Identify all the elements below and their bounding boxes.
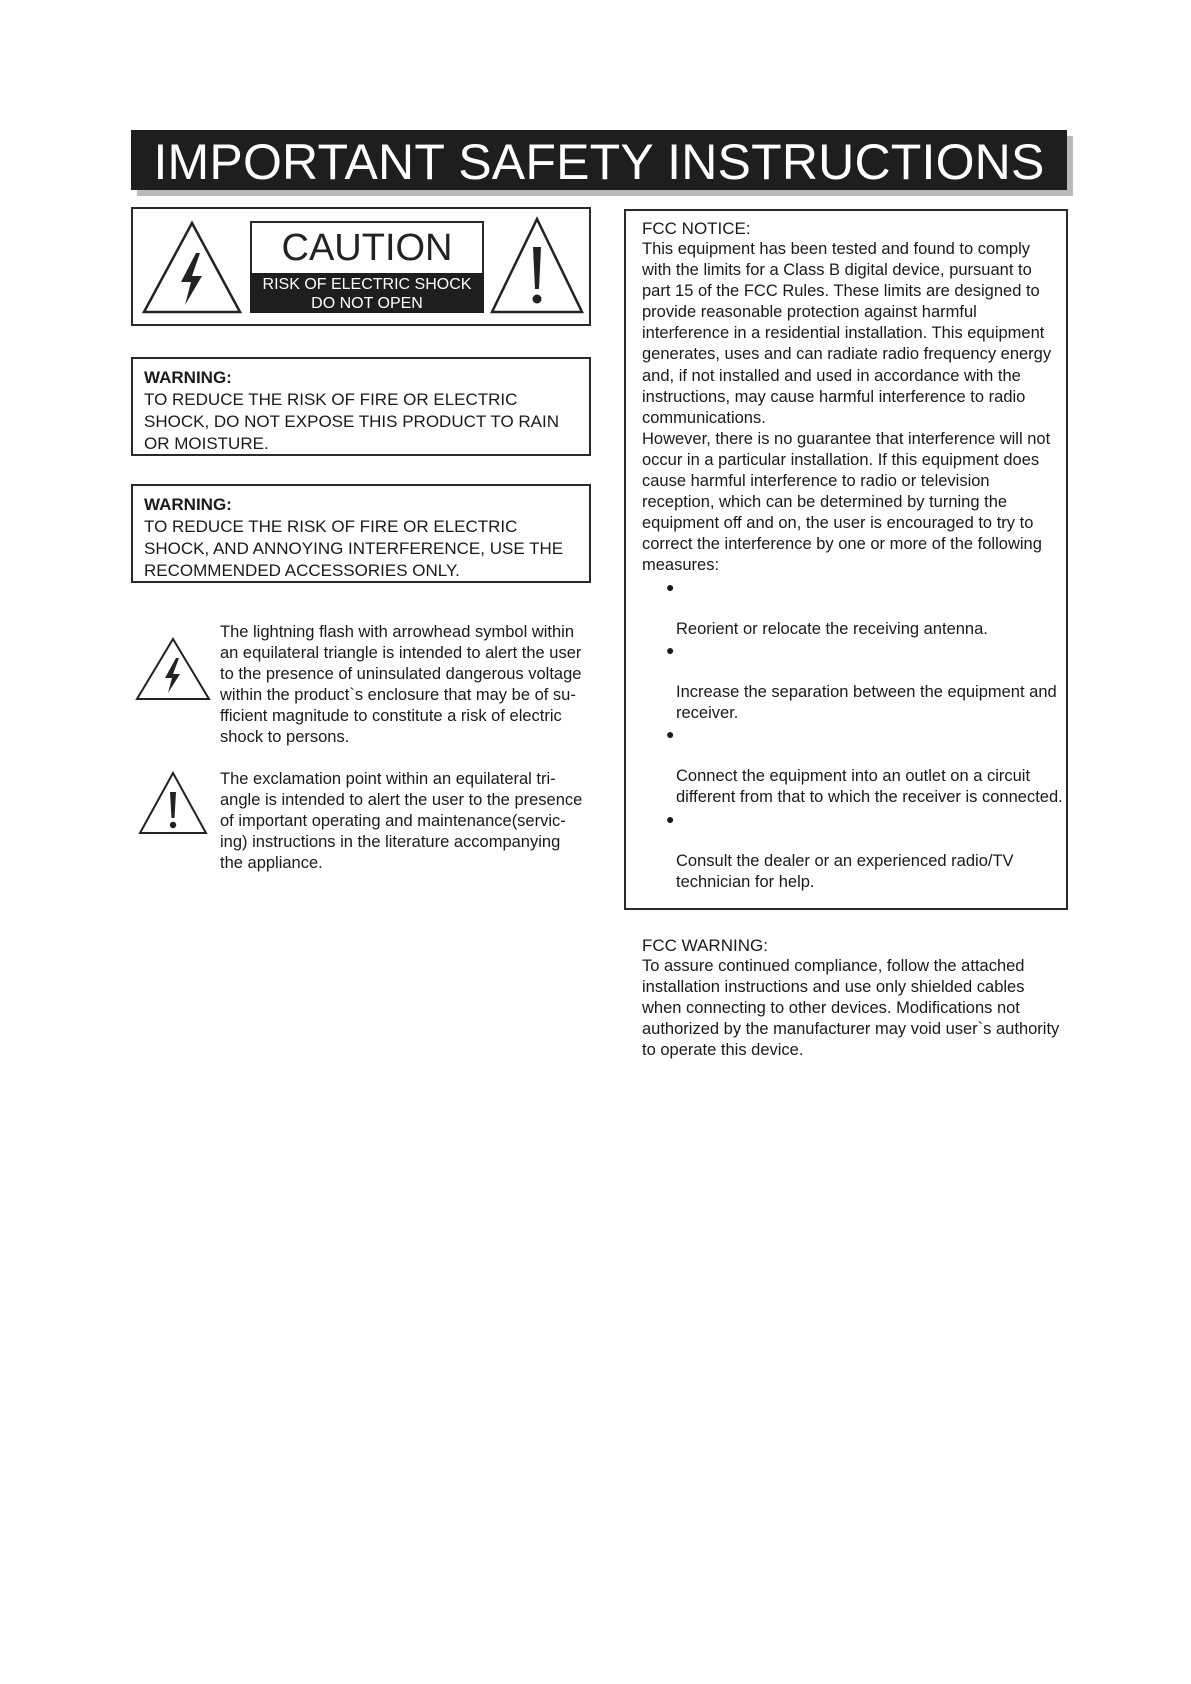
measure-text: Connect the equipment into an outlet on a circuit different from that to which the receiver is connected. xyxy=(676,767,1063,807)
warning-text: TO REDUCE THE RISK OF FIRE OR ELECTRIC SHOCK, AND ANNOYING INTERFERENCE, USE THE RECOMMENDED ACCESSORIES ONLY. xyxy=(144,517,564,580)
bullet-icon: ● xyxy=(666,578,675,595)
warning-text: TO REDUCE THE RISK OF FIRE OR ELECTRIC SHOCK, DO NOT EXPOSE THIS PRODUCT TO RAIN OR MOISTURE. xyxy=(144,390,560,453)
fcc-notice-text: This equipment has been tested and found to comply with the limits for a Class B digital device, pursuant to part 15 of the FCC Rules. These limits are designed to provide reasonable protection against harmful interference in a residential installation. This equipment generates, uses and can radiate radio frequency energy and, if not installed and used in accordance with the instructions, may cause harmful interference to radio communications. However, there is no guarantee that interference will not occur in a particular installation. If this equipment does cause harmful interference to radio or television reception, which can be determined by turning the equipment off and on, the user is encouraged to try to correct the interference by one or more of the following measures: xyxy=(642,240,1052,575)
lightning-symbol-description: The lightning flash with arrowhead symbol within an equilateral triangle is intended to alert the user to the presence of uninsulated dangerous voltage within the product`s enclosure that may be of su- fficient magnitude to constitute a risk of electric shock to persons. xyxy=(220,623,582,746)
caution-line-1: RISK OF ELECTRIC SHOCK xyxy=(262,276,472,293)
fcc-warning-heading: FCC WARNING: xyxy=(642,935,768,955)
lightning-triangle-icon xyxy=(134,636,212,702)
warning-box-1 xyxy=(131,357,591,456)
measure-text: Reorient or relocate the receiving antenna. xyxy=(676,619,988,638)
spacer xyxy=(642,893,1066,935)
bullet-icon: ● xyxy=(666,726,675,743)
fcc-warning-text: To assure continued compliance, follow the attached installation instructions and use only shielded cables when connecting to other devices. Modifications not authorized by the manufacturer may void user`s authority to operate this device. xyxy=(642,956,1060,1060)
warning-box-2 xyxy=(131,484,591,583)
fcc-box xyxy=(624,209,1068,1060)
caution-line-2: DO NOT OPEN xyxy=(311,295,423,312)
list-item xyxy=(642,724,1066,808)
bullet-icon: ● xyxy=(666,641,675,658)
list-item xyxy=(642,809,1066,893)
exclamation-triangle-icon xyxy=(137,770,209,836)
lightning-triangle-icon xyxy=(140,219,244,317)
list-item xyxy=(642,640,1066,724)
caution-box xyxy=(131,207,591,326)
list-item xyxy=(642,577,1066,640)
fcc-measures-list xyxy=(642,577,1066,893)
measure-text: Increase the separation between the equipment and receiver. xyxy=(676,682,1057,723)
measure-text: Consult the dealer or an experienced radio/TV technician for help. xyxy=(676,851,1014,891)
fcc-notice-heading: FCC NOTICE: xyxy=(642,219,751,238)
title-banner xyxy=(131,130,1067,190)
bullet-icon: ● xyxy=(666,810,675,827)
page-title: IMPORTANT SAFETY INSTRUCTIONS xyxy=(153,134,1045,190)
warning-heading: WARNING: xyxy=(144,368,232,387)
warning-heading: WARNING: xyxy=(144,495,232,514)
exclamation-symbol-description: The exclamation point within an equilateral tri- angle is intended to alert the user to the presence of important operating and maintenance(servic- ing) instructions in the literature accompanying the appliance. xyxy=(220,770,583,872)
caution-subtitle xyxy=(250,273,484,313)
exclamation-triangle-icon xyxy=(489,215,585,317)
caution-title: CAUTION xyxy=(281,227,453,269)
caution-label xyxy=(250,221,484,313)
